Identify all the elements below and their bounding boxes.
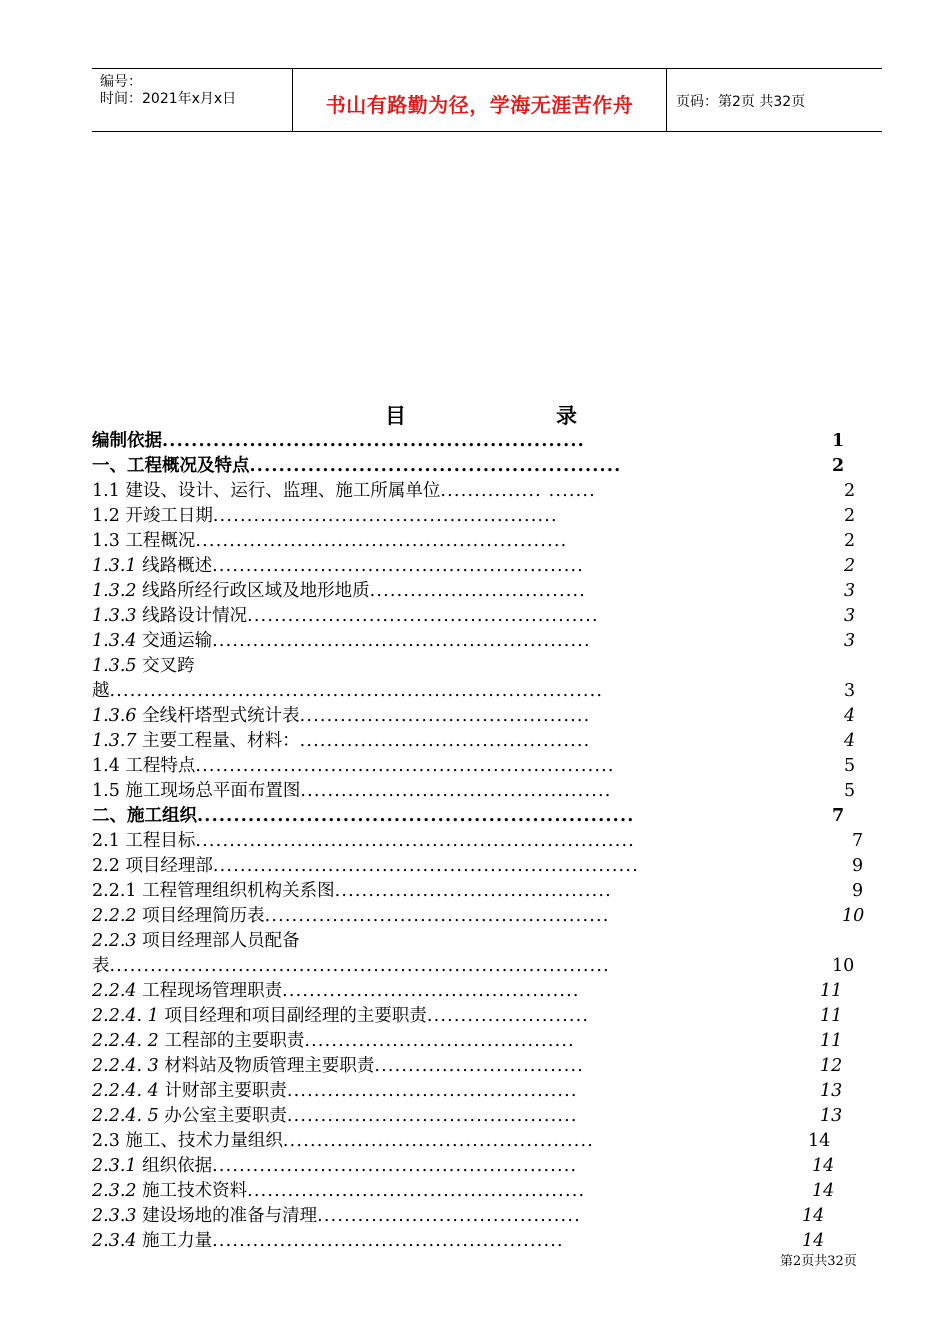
toc-entry-leader: ..............................................: [300, 781, 612, 801]
toc-entry-page: 5: [844, 781, 856, 801]
toc-entry[interactable]: [92, 1229, 825, 1253]
toc-entry-title: 办公室主要职责: [158, 1106, 287, 1126]
toc-entry-page: 4: [844, 731, 856, 751]
toc-entry-leader: ....................................................: [212, 1231, 564, 1251]
toc-entry[interactable]: [92, 579, 856, 603]
header-motto-cell: [292, 69, 667, 131]
toc-entry[interactable]: [92, 1204, 825, 1228]
toc-entry-number: 1.4: [92, 756, 120, 776]
toc-entry-number: 2.3.2: [92, 1181, 137, 1201]
code-label: 编号：: [100, 74, 142, 90]
toc-entry-leader: ........................................: [304, 1031, 575, 1051]
toc-entry-number: 2.2.4. 5: [92, 1106, 159, 1126]
toc-entry-page: 11: [820, 1031, 843, 1051]
toc-entry-page: 10: [832, 956, 855, 976]
toc-entry-number: 2.2.4. 4: [92, 1081, 159, 1101]
toc-entry[interactable]: [92, 454, 845, 478]
toc-entry-leader: ........................................................: [212, 631, 591, 651]
toc-entry-number: 2.2.4. 3: [92, 1056, 159, 1076]
toc-entry-leader: .........................................: [334, 881, 612, 901]
toc-entry[interactable]: [92, 429, 845, 453]
toc-entry-leader: ...........................................: [299, 706, 591, 726]
toc-entry-number: 1.3.5: [92, 656, 137, 676]
toc-entry[interactable]: [92, 954, 855, 978]
toc-entry-page: 9: [852, 881, 864, 901]
toc-entry-leader: .........................................................................: [109, 681, 604, 701]
toc-title: [385, 400, 577, 430]
toc-entry-title: 表: [92, 956, 110, 976]
toc-entry-number: 2.3.3: [92, 1206, 137, 1226]
toc-entry[interactable]: [92, 804, 845, 828]
toc-entry-leader: ...............................: [374, 1056, 585, 1076]
toc-entry-leader: ............................................................: [197, 806, 635, 826]
time-text: 时间：2021年x月x日: [100, 91, 237, 107]
toc-entry-title: 二、施工组织: [92, 806, 197, 826]
toc-entry[interactable]: [92, 479, 856, 503]
toc-entry-leader: ..............................................................: [195, 756, 615, 776]
toc-entry-number: 1.3.3: [92, 606, 137, 626]
toc-entry[interactable]: [92, 529, 856, 553]
toc-entry-title: 项目经理部人员配备: [136, 931, 300, 951]
toc-entry-title: 工程特点: [119, 756, 196, 776]
toc-entry-number: 1.3.6: [92, 706, 137, 726]
toc-entry[interactable]: [92, 504, 856, 528]
toc-entry-leader: .......................................................: [212, 556, 585, 576]
toc-entry-title: 项目经理部: [119, 856, 213, 876]
toc-entry-title: 施工力量: [136, 1231, 213, 1251]
toc-entry[interactable]: [92, 654, 195, 678]
toc-entry-leader: ...................................................: [249, 456, 622, 476]
header-meta-cell: [92, 69, 292, 131]
toc-entry-page: 2: [832, 456, 845, 476]
toc-entry-title: 施工技术资料: [136, 1181, 248, 1201]
toc-entry[interactable]: [92, 829, 864, 853]
toc-entry-number: 1.3: [92, 531, 120, 551]
toc-entry-title: 线路所经行政区域及地形地质: [136, 581, 370, 601]
motto-text: 书山有路勤为径，学海无涯苦作舟: [325, 93, 634, 117]
toc-entry-leader: ............... .......: [440, 481, 596, 501]
toc-entry-title: 项目经理和项目副经理的主要职责: [158, 1006, 427, 1026]
toc-entry-title: 线路设计情况: [136, 606, 248, 626]
toc-entry[interactable]: [92, 629, 856, 653]
toc-entry-page: 3: [844, 631, 856, 651]
toc-entry-page: 14: [802, 1206, 825, 1226]
toc-entry-number: 2.2.3: [92, 931, 137, 951]
toc-entry-page: 13: [820, 1081, 843, 1101]
toc-entry[interactable]: [92, 979, 843, 1003]
toc-entry-number: 1.3.1: [92, 556, 137, 576]
toc-entry-page: 1: [832, 431, 845, 451]
toc-entry-title: 编制依据: [92, 431, 162, 451]
toc-entry-number: 2.2: [92, 856, 120, 876]
page-header: [92, 68, 882, 132]
toc-entry-leader: ...............................................................: [212, 856, 639, 876]
toc-entry-leader: ............................................: [282, 981, 580, 1001]
toc-entry-number: 1.3.2: [92, 581, 137, 601]
toc-entry-title: 工程部的主要职责: [158, 1031, 305, 1051]
toc-entry-title: 施工、技术力量组织: [119, 1131, 283, 1151]
toc-entry-page: 14: [812, 1181, 835, 1201]
toc-entry-title: 工程管理组织机构关系图: [136, 881, 335, 901]
toc-entry-title: 施工现场总平面布置图: [119, 781, 301, 801]
toc-entry-title: 组织依据: [136, 1156, 213, 1176]
toc-entry-title: 计财部主要职责: [158, 1081, 287, 1101]
toc-entry-leader: .................................................................: [195, 831, 635, 851]
toc-title-left: 目: [385, 404, 406, 428]
toc-entry-leader: ....................................................: [247, 606, 599, 626]
toc-entry-title: 全线杆塔型式统计表: [136, 706, 300, 726]
toc-entry-number: 2.2.1: [92, 881, 137, 901]
toc-entry-page: 5: [844, 756, 856, 776]
toc-entry[interactable]: [92, 704, 856, 728]
toc-entry-number: 1.2: [92, 506, 120, 526]
toc-entry[interactable]: [92, 779, 856, 803]
toc-entry[interactable]: [92, 604, 856, 628]
toc-entry[interactable]: [92, 729, 856, 753]
toc-entry-number: 1.1: [92, 481, 120, 501]
toc-entry-page: 3: [844, 681, 856, 701]
toc-entry-page: 10: [842, 906, 865, 926]
toc-entry-leader: ...........................................: [299, 731, 591, 751]
toc-entry-page: 7: [832, 806, 845, 826]
toc-entry-number: 2.2.2: [92, 906, 137, 926]
toc-entry-title: 交通运输: [136, 631, 213, 651]
page-footer: 第2页共32页: [780, 1254, 857, 1269]
toc-entry-number: 1.3.7: [92, 731, 137, 751]
toc-entry-title: 开竣工日期: [119, 506, 213, 526]
toc-entry-page: 11: [820, 1006, 843, 1026]
toc-entry-leader: ..............................................: [282, 1131, 594, 1151]
toc-entry-leader: ..........................................................................: [109, 956, 610, 976]
toc-entry-title: 线路概述: [136, 556, 213, 576]
toc-entry[interactable]: [92, 879, 864, 903]
toc-entry[interactable]: [92, 1179, 835, 1203]
toc-entry[interactable]: [92, 1154, 835, 1178]
toc-entry[interactable]: [92, 929, 300, 953]
toc-entry[interactable]: [92, 1054, 843, 1078]
toc-entry-page: 2: [844, 481, 856, 501]
toc-entry-title: 材料站及物质管理主要职责: [158, 1056, 375, 1076]
toc-entry-title: 工程目标: [119, 831, 196, 851]
toc-entry-leader: ...........................................: [286, 1081, 578, 1101]
toc-entry-number: 2.1: [92, 831, 120, 851]
toc-entry-page: 11: [820, 981, 843, 1001]
toc-entry-leader: .......................................: [317, 1206, 581, 1226]
toc-entry-title: 建设、设计、运行、监理、施工所属单位: [119, 481, 441, 501]
toc-entry-leader: ...................................................: [264, 906, 610, 926]
toc-entry[interactable]: [92, 1004, 843, 1028]
toc-entry-page: 4: [844, 706, 856, 726]
toc-entry-leader: ...........................................: [286, 1106, 578, 1126]
toc-entry[interactable]: [92, 854, 864, 878]
toc-entry-page: 2: [844, 556, 856, 576]
toc-entry-title: 建设场地的准备与清理: [136, 1206, 318, 1226]
toc-entry-page: 14: [808, 1131, 831, 1151]
toc-entry-page: 13: [820, 1106, 843, 1126]
toc-entry-number: 2.2.4: [92, 981, 137, 1001]
toc-entry-leader: ........................: [426, 1006, 590, 1026]
toc-entry-title: 主要工程量、材料：: [136, 731, 300, 751]
toc-entry-page: 14: [802, 1231, 825, 1251]
toc-entry-number: 2.3.4: [92, 1231, 137, 1251]
toc-entry-leader: .......................................................: [195, 531, 568, 551]
toc-entry-title: 项目经理简历表: [136, 906, 265, 926]
toc-entry-leader: ......................................................: [212, 1156, 578, 1176]
toc-entry-leader: ................................: [369, 581, 587, 601]
toc-entry-page: 2: [844, 531, 856, 551]
toc-entry-page: 3: [844, 606, 856, 626]
toc-entry-page: 7: [852, 831, 864, 851]
header-page-info: 页码：第2页 共32页: [676, 94, 806, 110]
header-page-cell: [666, 69, 882, 131]
toc-entry[interactable]: [92, 554, 856, 578]
toc-entry-title: 交叉跨: [136, 656, 195, 676]
toc-entry-number: 2.3.1: [92, 1156, 137, 1176]
toc-entry-title: 越: [92, 681, 110, 701]
toc-entry-title: 工程概况: [119, 531, 196, 551]
toc-entry-title: 一、工程概况及特点: [92, 456, 250, 476]
toc-entry[interactable]: [92, 679, 856, 703]
toc-entry-number: 1.3.4: [92, 631, 137, 651]
toc-entry-page: 14: [812, 1156, 835, 1176]
toc-entry-leader: ..................................................: [247, 1181, 586, 1201]
toc-entry-leader: ..........................................................: [162, 431, 585, 451]
toc-entry-page: 9: [852, 856, 864, 876]
toc-entry-page: 3: [844, 581, 856, 601]
toc-entry-page: 2: [844, 506, 856, 526]
toc-entry[interactable]: [92, 1079, 843, 1103]
toc-entry-number: 2.2.4. 2: [92, 1031, 159, 1051]
toc-entry-number: 2.3: [92, 1131, 120, 1151]
toc-entry[interactable]: [92, 1104, 843, 1128]
toc-entry-number: 1.5: [92, 781, 120, 801]
toc-entry-leader: ...................................................: [212, 506, 558, 526]
toc-title-right: 录: [556, 404, 577, 428]
toc-entry-title: 工程现场管理职责: [136, 981, 283, 1001]
toc-entry[interactable]: [92, 904, 865, 928]
toc-entry-page: 12: [820, 1056, 843, 1076]
toc-entry[interactable]: [92, 1029, 843, 1053]
toc-entry-number: 2.2.4. 1: [92, 1006, 159, 1026]
toc-entry[interactable]: [92, 1129, 831, 1153]
toc-entry[interactable]: [92, 754, 856, 778]
